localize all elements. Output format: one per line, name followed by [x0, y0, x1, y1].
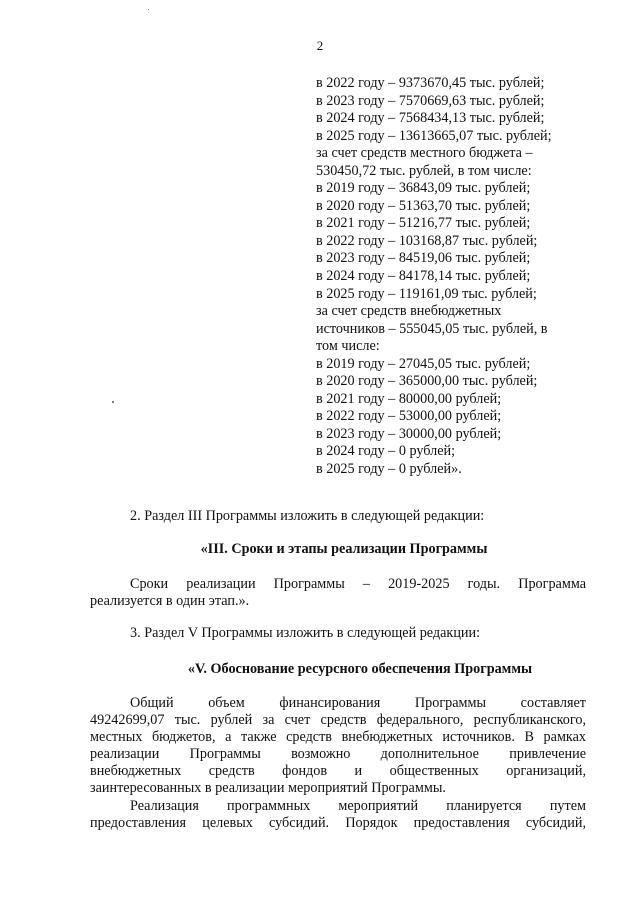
- finance-line: в 2023 году – 84519,06 тыс. рублей;: [316, 250, 531, 267]
- paragraph-line: заинтересованных в реализации мероприятий Программы.: [90, 780, 446, 796]
- finance-line: в 2025 году – 0 рублей».: [316, 461, 462, 478]
- finance-line: 530450,72 тыс. рублей, в том числе:: [316, 162, 532, 179]
- finance-line: в 2022 году – 103168,87 тыс. рублей;: [316, 232, 538, 249]
- paragraph-line: Реализация программных мероприятий планируется путем: [130, 798, 586, 814]
- paragraph-line: реализации Программы возможно дополнительное привлечение: [90, 746, 586, 762]
- finance-line: в 2022 году – 9373670,45 тыс. рублей;: [316, 75, 545, 91]
- finance-breakdown-list: [316, 75, 596, 479]
- finance-line: в 2024 году – 84178,14 тыс. рублей;: [316, 268, 531, 285]
- finance-line: в 2021 году – 80000,00 рублей;: [316, 390, 502, 407]
- section-5-body: [90, 695, 586, 797]
- finance-line: в 2023 году – 7570669,63 тыс. рублей;: [316, 92, 545, 109]
- paragraph-line: реализуется в один этап.».: [90, 593, 250, 609]
- section-3-instruction: 2. Раздел III Программы изложить в следующей редакции:: [130, 508, 485, 524]
- section-5-instruction: 3. Раздел V Программы изложить в следующей редакции:: [130, 625, 481, 641]
- finance-line: в 2025 году – 119161,09 тыс. рублей;: [316, 285, 537, 302]
- finance-line: в 2020 году – 365000,00 тыс. рублей;: [316, 373, 538, 390]
- finance-line: за счет средств внебюджетных: [316, 303, 502, 320]
- section-5-heading: «V. Обоснование ресурсного обеспечения Программы: [187, 661, 533, 677]
- finance-line: в 2024 году – 7568434,13 тыс. рублей;: [316, 110, 545, 127]
- scan-speck: [112, 401, 114, 403]
- paragraph-line: Сроки реализации Программы – 2019-2025 годы. Программа: [130, 576, 586, 592]
- finance-line: том числе:: [316, 338, 380, 355]
- finance-line: в 2024 году – 0 рублей;: [316, 443, 456, 460]
- finance-line: в 2022 году – 53000,00 рублей;: [316, 408, 502, 425]
- finance-line: в 2021 году – 51216,77 тыс. рублей;: [316, 215, 531, 232]
- finance-line: источников – 555045,05 тыс. рублей, в: [316, 320, 548, 337]
- paragraph-line: предоставления целевых субсидий. Порядок предоставления субсидий,: [90, 815, 586, 831]
- finance-line: в 2019 году – 27045,05 тыс. рублей;: [316, 355, 531, 372]
- paragraph-line: местных бюджетов, а также средств внебюджетных источников. В рамках: [90, 729, 586, 745]
- finance-line: в 2023 году – 30000,00 рублей;: [316, 425, 502, 442]
- section-3-body: [90, 576, 586, 610]
- paragraph-line: Общий объем финансирования Программы составляет: [130, 695, 586, 711]
- section-3-heading: «III. Сроки и этапы реализации Программы: [200, 541, 488, 557]
- finance-line: в 2019 году – 36843,09 тыс. рублей;: [316, 180, 531, 197]
- scan-speck: [148, 9, 149, 10]
- paragraph-line: внебюджетных средств фондов и общественных организаций,: [90, 763, 586, 779]
- finance-line: в 2020 году – 51363,70 тыс. рублей;: [316, 197, 531, 214]
- finance-line: за счет средств местного бюджета –: [316, 145, 533, 162]
- paragraph-line: 49242699,07 тыс. рублей за счет средств федерального, республиканского,: [90, 712, 586, 728]
- page-number: 2: [316, 38, 324, 53]
- implementation-paragraph: [90, 798, 586, 832]
- finance-line: в 2025 году – 13613665,07 тыс. рублей;: [316, 127, 552, 144]
